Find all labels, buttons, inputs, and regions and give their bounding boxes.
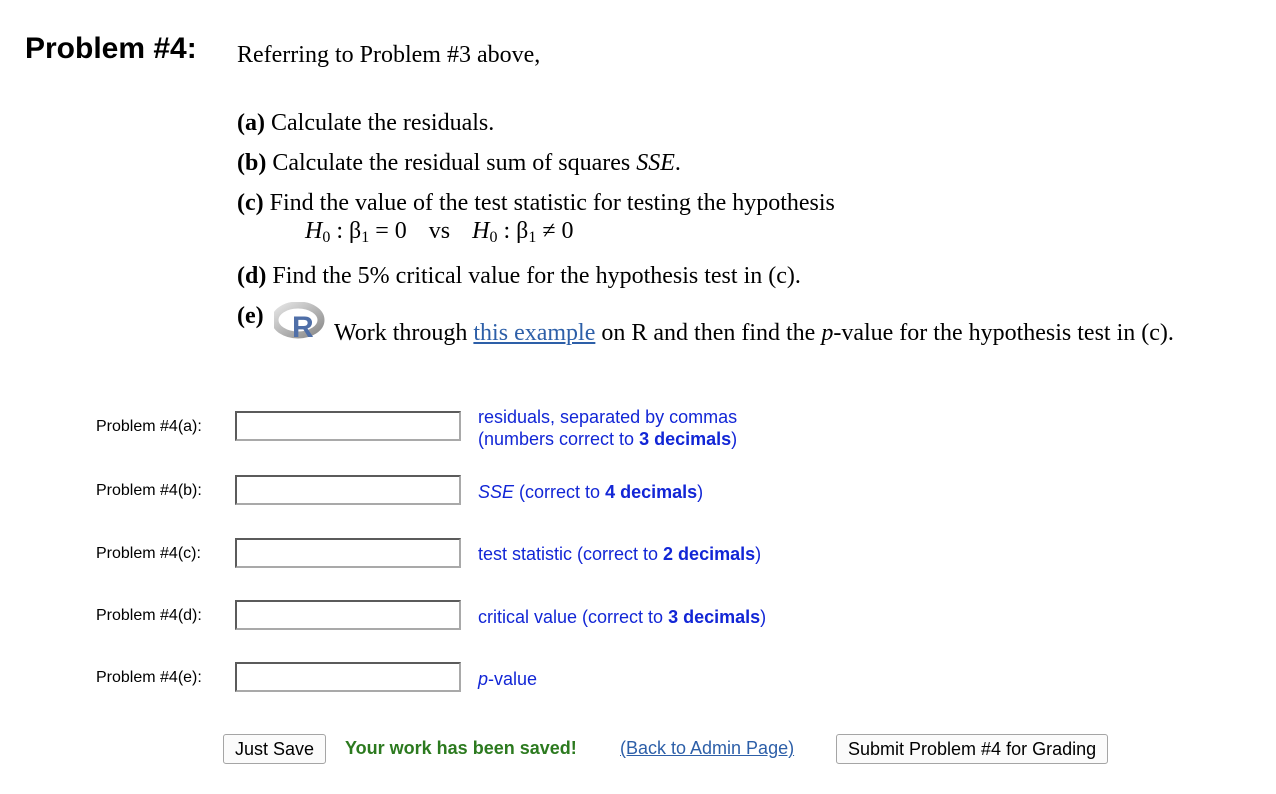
h0-value: = 0: [375, 218, 407, 244]
answer-hint-c: test statistic (correct to 2 decimals): [478, 544, 762, 564]
answer-label-c: Problem #4(c):: [96, 545, 201, 562]
part-e-var: p: [821, 320, 834, 346]
h0-subscript: 0: [322, 229, 331, 246]
h0-beta: : β: [336, 218, 362, 244]
part-d-tag: (d): [237, 263, 267, 289]
problem-intro: Referring to Problem #3 above,: [237, 42, 541, 68]
part-e-tag: (e): [237, 303, 264, 329]
saved-message: Your work has been saved!: [345, 738, 577, 758]
h1-symbol: H: [472, 218, 490, 244]
answer-input-c[interactable]: [235, 538, 461, 568]
part-a: [237, 110, 494, 137]
answer-label-a: Problem #4(a):: [96, 418, 202, 435]
part-b-end: .: [674, 150, 681, 176]
part-e-text-end: -value for the hypothesis test in (c).: [833, 320, 1174, 346]
back-to-admin-link[interactable]: (Back to Admin Page): [620, 738, 795, 758]
submit-grading-button[interactable]: Submit Problem #4 for Grading: [836, 734, 1108, 764]
hypothesis: [305, 218, 574, 247]
answer-input-d[interactable]: [235, 600, 461, 630]
h1-value: ≠ 0: [542, 218, 574, 244]
answer-hint-a: [478, 406, 737, 450]
problem-title: Problem #4:: [25, 32, 197, 65]
hypothesis-vs: vs: [428, 218, 451, 244]
part-b: [237, 150, 681, 177]
answer-hint-b: SSE (correct to 4 decimals): [478, 482, 704, 502]
part-e-text-start: Work through: [334, 320, 468, 346]
h1-beta-subscript: 1: [528, 229, 537, 246]
answer-label-b: Problem #4(b):: [96, 482, 202, 499]
part-c: [237, 190, 835, 217]
just-save-button[interactable]: Just Save: [223, 734, 326, 764]
answer-hint-d: critical value (correct to 3 decimals): [478, 607, 767, 627]
r-logo-icon: [274, 302, 330, 344]
part-a-text: Calculate the residuals.: [270, 110, 495, 136]
h0-beta-subscript: 1: [361, 229, 370, 246]
answer-label-d: Problem #4(d):: [96, 607, 202, 624]
answer-hint-e: p-value: [478, 669, 538, 689]
answer-input-b[interactable]: [235, 475, 461, 505]
part-d: [237, 263, 801, 290]
h1-beta: : β: [503, 218, 529, 244]
part-d-text: Find the 5% critical value for the hypothesis test in (c).: [272, 263, 801, 289]
answer-label-e: Problem #4(e):: [96, 669, 202, 686]
part-e-tag-wrap: [237, 303, 264, 330]
example-link[interactable]: this example: [473, 320, 596, 346]
answer-hint-a-line1: residuals, separated by commas: [478, 407, 738, 427]
part-e-text: [334, 320, 1174, 347]
part-b-text: Calculate the residual sum of squares: [272, 150, 631, 176]
r-logo-letter: R: [292, 311, 314, 344]
answer-input-a[interactable]: [235, 411, 461, 441]
part-c-tag: (c): [237, 190, 264, 216]
h0-symbol: H: [305, 218, 323, 244]
part-b-var: SSE: [636, 150, 675, 176]
part-a-tag: (a): [237, 110, 265, 136]
part-b-tag: (b): [237, 150, 267, 176]
h1-subscript: 0: [489, 229, 498, 246]
part-c-text: Find the value of the test statistic for testing the hypothesis: [269, 190, 835, 216]
part-e-text-middle: on R and then find the: [601, 320, 816, 346]
answer-hint-a-line2: (numbers correct to 3 decimals): [478, 429, 738, 449]
answer-input-e[interactable]: [235, 662, 461, 692]
